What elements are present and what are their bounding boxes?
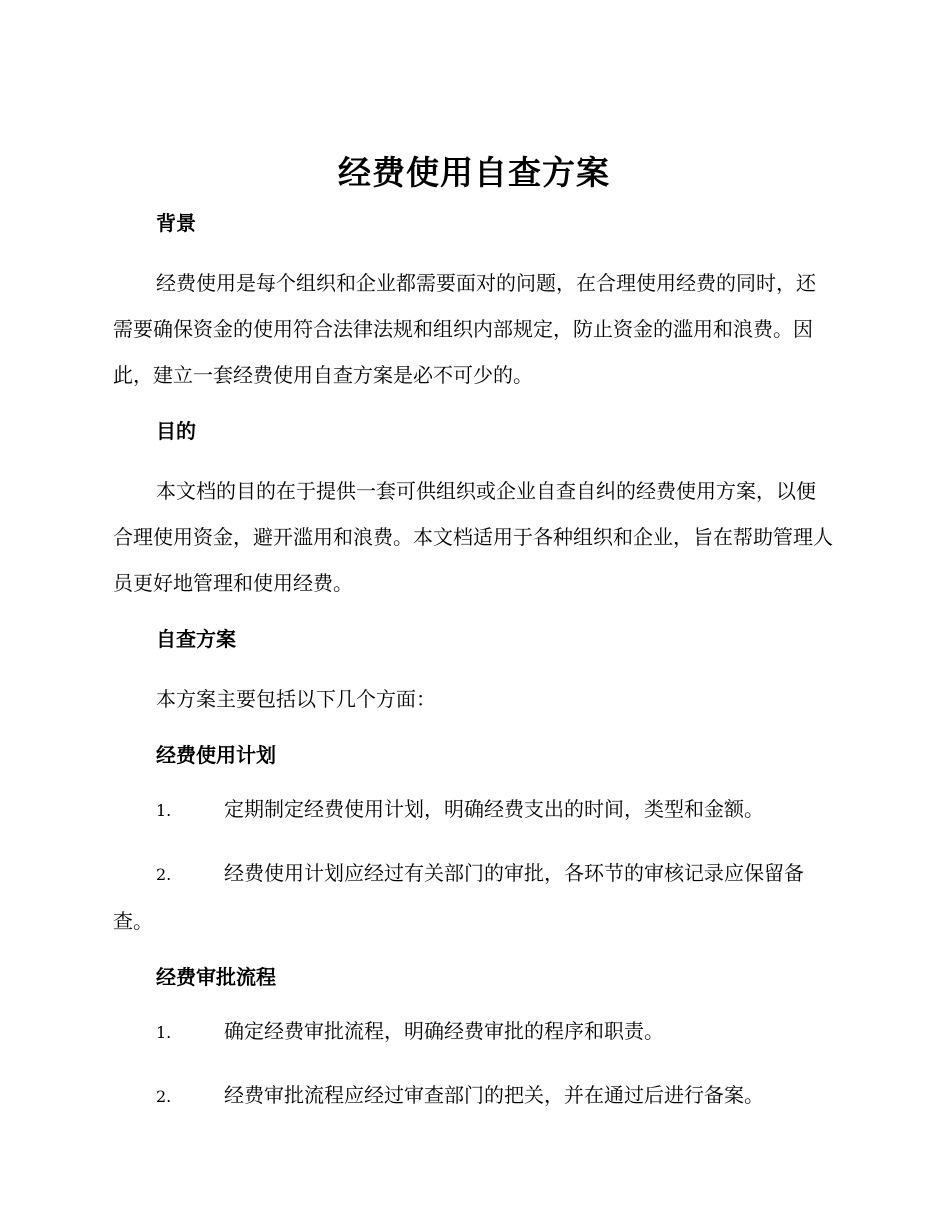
heading-background: 背景	[156, 211, 196, 235]
heading-plan: 自查方案	[156, 627, 236, 651]
list-number: 2.	[156, 1087, 172, 1106]
list-number: 1.	[156, 1023, 172, 1042]
list-item	[113, 1008, 835, 1056]
list-item-text: 经费审批流程应经过审查部门的把关，并在通过后进行备案。	[224, 1083, 764, 1107]
list-number: 1.	[156, 801, 172, 820]
document-body	[113, 150, 835, 1120]
heading-purpose: 目的	[156, 419, 196, 443]
list-item-text: 定期制定经费使用计划，明确经费支出的时间，类型和金额。	[224, 797, 764, 821]
list-item	[113, 786, 835, 834]
document-title: 经费使用自查方案	[338, 153, 610, 192]
list-item	[113, 1072, 835, 1120]
heading-usage-plan: 经费使用计划	[156, 743, 276, 767]
paragraph-purpose: 本文档的目的在于提供一套可供组织或企业自查自纠的经费使用方案，以便合理使用资金，避开滥用和浪费。本文档适用于各种组织和企业，旨在帮助管理人员更好地管理和使用经费。	[113, 479, 833, 595]
paragraph-plan-intro: 本方案主要包括以下几个方面：	[156, 687, 436, 711]
list-item-text: 确定经费审批流程，明确经费审批的程序和职责。	[224, 1019, 664, 1043]
heading-approval: 经费审批流程	[156, 965, 276, 989]
list-item	[113, 850, 835, 944]
paragraph-background: 经费使用是每个组织和企业都需要面对的问题，在合理使用经费的同时，还需要确保资金的使用符合法律法规和组织内部规定，防止资金的滥用和浪费。因此，建立一套经费使用自查方案是必不可少的。	[113, 271, 816, 387]
list-item-text: 经费使用计划应经过有关部门的审批，各环节的审核记录应保留备查。	[113, 861, 804, 933]
list-number: 2.	[156, 865, 172, 884]
